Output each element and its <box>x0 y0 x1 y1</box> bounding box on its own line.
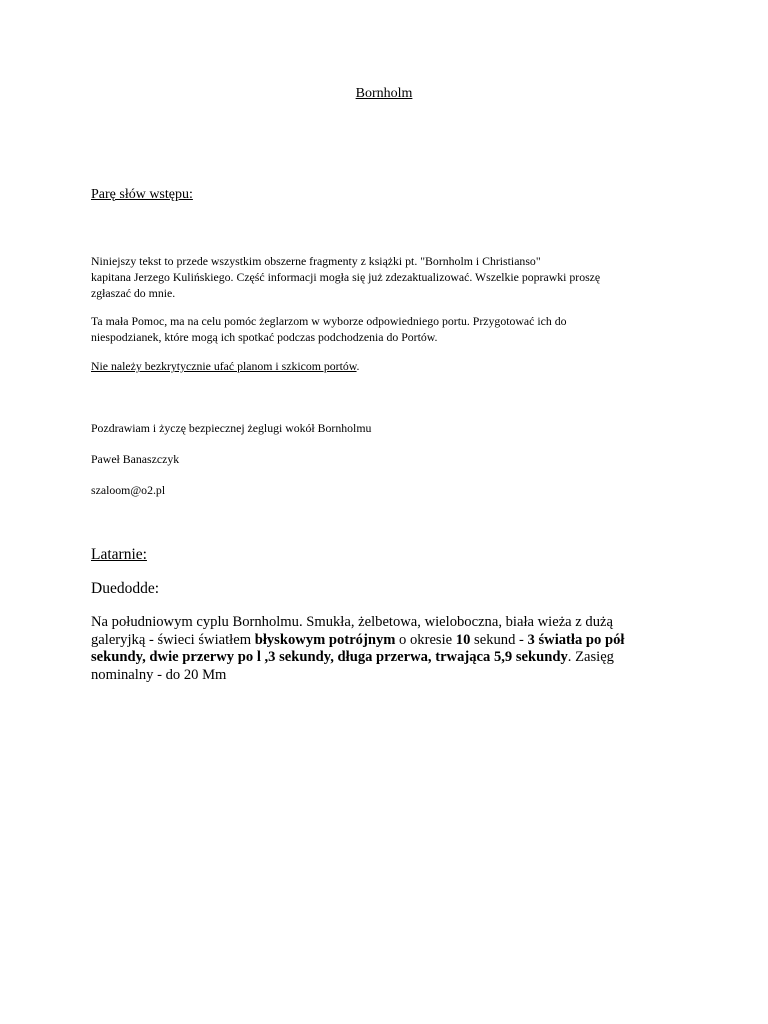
desc-bold: 10 <box>455 631 471 648</box>
desc-text: galeryjką - świeci światłem <box>91 631 255 648</box>
intro-paragraph-line: Niniejszy tekst to przede wszystkim obszerne fragmenty z książki pt. "Bornholm i Christianso" <box>91 254 541 268</box>
lighthouse-description-line <box>91 632 624 650</box>
intro-paragraph-line: zgłaszać do mnie. <box>91 286 176 300</box>
lighthouse-description-line <box>91 649 624 667</box>
lighthouse-description-line: Na południowym cyplu Bornholmu. Smukła, żelbetowa, wieloboczna, biała wieża z dużą <box>91 614 613 630</box>
intro-paragraph <box>91 253 600 301</box>
intro-paragraph-line: kapitana Jerzego Kulińskiego. Część informacji mogła się już zdezaktualizować. Wszelkie poprawki proszę <box>91 270 601 284</box>
desc-text: . Zasięg <box>567 649 614 665</box>
author-name: Paweł Banaszczyk <box>91 452 180 466</box>
lighthouse-name: Duedodde: <box>91 580 160 597</box>
warning-period: . <box>356 359 360 373</box>
purpose-paragraph-line: niespodzianek, które mogą ich spotkać podczas podchodzenia do Portów. <box>91 330 438 344</box>
lighthouse-description-line: nominalny - do 20 Mm <box>91 666 227 683</box>
warning-paragraph <box>91 358 360 374</box>
warning-text: Nie należy bezkrytycznie ufać planom i szkicom portów <box>91 359 357 373</box>
desc-bold: 3 światła po pół <box>527 631 625 648</box>
desc-text: sekund - <box>470 631 528 648</box>
desc-bold: błyskowym potrójnym <box>254 631 396 648</box>
author-email: szaloom@o2.pl <box>91 483 166 497</box>
desc-bold: sekundy, dwie przerwy po l ,3 sekundy, długa przerwa, trwająca 5,9 sekundy <box>91 649 568 665</box>
purpose-paragraph-line: Ta mała Pomoc, ma na celu pomóc żeglarzom w wyborze odpowiedniego portu. Przygotować ich do <box>91 314 567 328</box>
document-title: Bornholm <box>355 86 413 101</box>
desc-text: o okresie <box>395 631 456 648</box>
lighthouse-description <box>91 614 624 684</box>
greeting-text: Pozdrawiam i życzę bezpiecznej żeglugi wokół Bornholmu <box>91 421 372 435</box>
intro-heading: Parę słów wstępu: <box>91 187 193 202</box>
lighthouses-heading: Latarnie: <box>91 546 147 563</box>
purpose-paragraph <box>91 313 567 345</box>
